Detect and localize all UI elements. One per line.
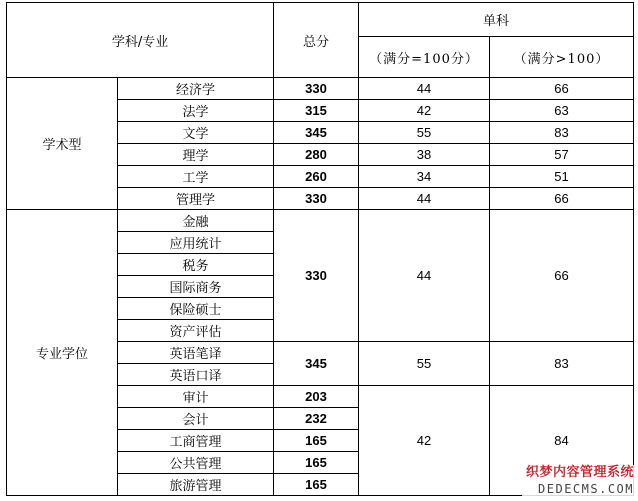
major-cell: 法学 [118,100,274,122]
watermark-line1: 织梦内容管理系统 [525,465,634,480]
major-cell: 金融 [118,210,274,232]
watermark-line2: DEDECMS.COM [538,482,634,496]
single-le100-cell: 38 [359,144,490,166]
total-score-cell: 345 [274,122,359,144]
single-gt100-merged-cell: 83 [490,342,634,386]
single-gt100-cell: 66 [490,188,634,210]
single-le100-merged-cell: 42 [359,386,490,496]
total-score-cell: 330 [274,188,359,210]
major-cell: 文学 [118,122,274,144]
watermark [522,465,634,499]
total-score-cell: 232 [274,408,359,430]
header-total-score: 总分 [274,3,359,78]
major-cell: 国际商务 [118,276,274,298]
single-gt100-merged-cell: 84 [490,386,634,496]
total-score-cell: 280 [274,144,359,166]
major-cell: 工商管理 [118,430,274,452]
major-cell: 管理学 [118,188,274,210]
major-cell: 公共管理 [118,452,274,474]
total-score-cell: 260 [274,166,359,188]
header-single-le100: （满分=100分） [359,37,490,78]
single-le100-cell: 42 [359,100,490,122]
major-cell: 工学 [118,166,274,188]
header-single-gt100: （满分>100） [490,37,634,78]
single-gt100-cell: 66 [490,78,634,100]
single-le100-cell: 44 [359,78,490,100]
single-le100-merged-cell: 55 [359,342,490,386]
major-cell: 资产评估 [118,320,274,342]
total-score-cell: 165 [274,430,359,452]
major-cell: 英语口译 [118,364,274,386]
single-gt100-cell: 63 [490,100,634,122]
major-cell: 理学 [118,144,274,166]
major-cell: 应用统计 [118,232,274,254]
major-cell: 会计 [118,408,274,430]
total-score-merged-cell: 345 [274,342,359,386]
total-score-cell: 315 [274,100,359,122]
major-cell: 税务 [118,254,274,276]
single-le100-cell: 34 [359,166,490,188]
total-score-cell: 165 [274,452,359,474]
single-gt100-cell: 83 [490,122,634,144]
header-subject-major: 学科/专业 [7,3,274,78]
single-gt100-cell: 57 [490,144,634,166]
total-score-cell: 165 [274,474,359,496]
single-gt100-merged-cell: 66 [490,210,634,342]
single-le100-merged-cell: 44 [359,210,490,342]
major-cell: 英语笔译 [118,342,274,364]
single-le100-cell: 55 [359,122,490,144]
score-table [6,2,634,496]
total-score-cell: 203 [274,386,359,408]
major-cell: 保险硕士 [118,298,274,320]
header-single-subject: 单科 [359,3,634,37]
category-professional: 专业学位 [7,210,118,496]
total-score-cell: 330 [274,78,359,100]
category-academic: 学术型 [7,78,118,210]
single-gt100-cell: 51 [490,166,634,188]
major-cell: 经济学 [118,78,274,100]
single-le100-cell: 44 [359,188,490,210]
major-cell: 旅游管理 [118,474,274,496]
major-cell: 审计 [118,386,274,408]
total-score-merged-cell: 330 [274,210,359,342]
